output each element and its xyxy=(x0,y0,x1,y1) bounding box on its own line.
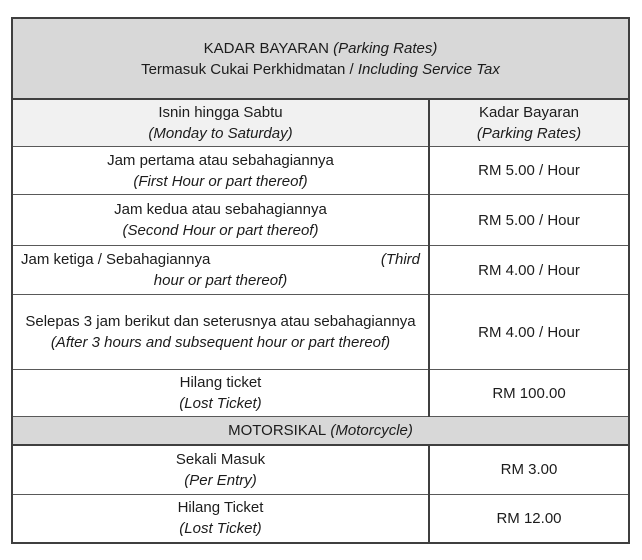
desc-malay: Jam pertama atau sebahagiannya xyxy=(107,151,334,169)
desc-malay: Jam ketiga / Sebahagiannya xyxy=(21,251,211,268)
subsequent-hours-desc xyxy=(12,295,429,370)
rates-header-english: (Parking Rates) xyxy=(476,125,582,142)
table-row-third-hour xyxy=(12,246,629,295)
desc-english-start: (Third xyxy=(380,251,420,268)
desc-line-1 xyxy=(19,249,422,270)
title-malay: KADAR BAYARAN xyxy=(203,39,329,57)
table-title-cell xyxy=(12,18,629,99)
desc-english: (After 3 hours and subsequent hour or part thereof) xyxy=(50,334,391,351)
title-line-2 xyxy=(19,59,622,80)
section-english: (Motorcycle) xyxy=(330,421,413,439)
third-hour-desc xyxy=(12,246,429,295)
desc-malay: Selepas 3 jam berikut dan seterusnya atau sebahagiannya xyxy=(25,313,416,330)
lost-ticket-motorcycle-desc xyxy=(12,495,429,543)
table-title-row xyxy=(12,18,629,99)
lost-ticket-car-desc xyxy=(12,370,429,417)
desc-english: (Second Hour or part thereof) xyxy=(122,222,319,239)
days-malay: Isnin hingga Sabtu xyxy=(158,104,283,121)
subsequent-hours-rate: RM 4.00 / Hour xyxy=(429,295,629,370)
per-entry-rate: RM 3.00 xyxy=(429,445,629,495)
column-header-rates xyxy=(429,99,629,147)
column-header-row xyxy=(12,99,629,147)
desc-malay: Jam kedua atau sebahagiannya xyxy=(114,201,327,218)
table-row-first-hour xyxy=(12,147,629,195)
desc-english: (Lost Ticket) xyxy=(179,395,262,412)
second-hour-rate: RM 5.00 / Hour xyxy=(429,195,629,246)
table-row-lost-ticket-car xyxy=(12,370,629,417)
desc-english: (Per Entry) xyxy=(184,471,257,489)
title-english: (Parking Rates) xyxy=(333,39,438,57)
parking-rates-sheet xyxy=(11,17,628,544)
desc-malay: Hilang ticket xyxy=(179,374,262,391)
desc-malay: Hilang Ticket xyxy=(177,499,264,517)
desc-english: (Lost Ticket) xyxy=(179,520,262,538)
tax-note-english: Including Service Tax xyxy=(357,60,500,78)
first-hour-rate: RM 5.00 / Hour xyxy=(429,147,629,195)
desc-english-rest: hour or part thereof) xyxy=(153,272,288,289)
desc-malay: Sekali Masuk xyxy=(175,450,266,468)
lost-ticket-car-rate: RM 100.00 xyxy=(429,370,629,417)
motorcycle-section-row xyxy=(12,417,629,445)
first-hour-desc xyxy=(12,147,429,195)
days-english: (Monday to Saturday) xyxy=(148,125,293,142)
table-row-second-hour xyxy=(12,195,629,246)
tax-note-malay: Termasuk Cukai Perkhidmatan / xyxy=(141,60,354,78)
table-row-subsequent-hours xyxy=(12,295,629,370)
title-line-1 xyxy=(19,38,622,59)
desc-english: (First Hour or part thereof) xyxy=(133,172,308,190)
third-hour-rate: RM 4.00 / Hour xyxy=(429,246,629,295)
table-row-lost-ticket-motorcycle xyxy=(12,495,629,543)
table-row-per-entry xyxy=(12,445,629,495)
column-header-days xyxy=(12,99,429,147)
per-entry-desc xyxy=(12,445,429,495)
motorcycle-section-cell xyxy=(12,417,629,445)
rates-header-malay: Kadar Bayaran xyxy=(478,104,580,121)
lost-ticket-motorcycle-rate: RM 12.00 xyxy=(429,495,629,543)
second-hour-desc xyxy=(12,195,429,246)
section-malay: MOTORSIKAL xyxy=(228,421,327,439)
parking-rates-table xyxy=(11,17,630,544)
